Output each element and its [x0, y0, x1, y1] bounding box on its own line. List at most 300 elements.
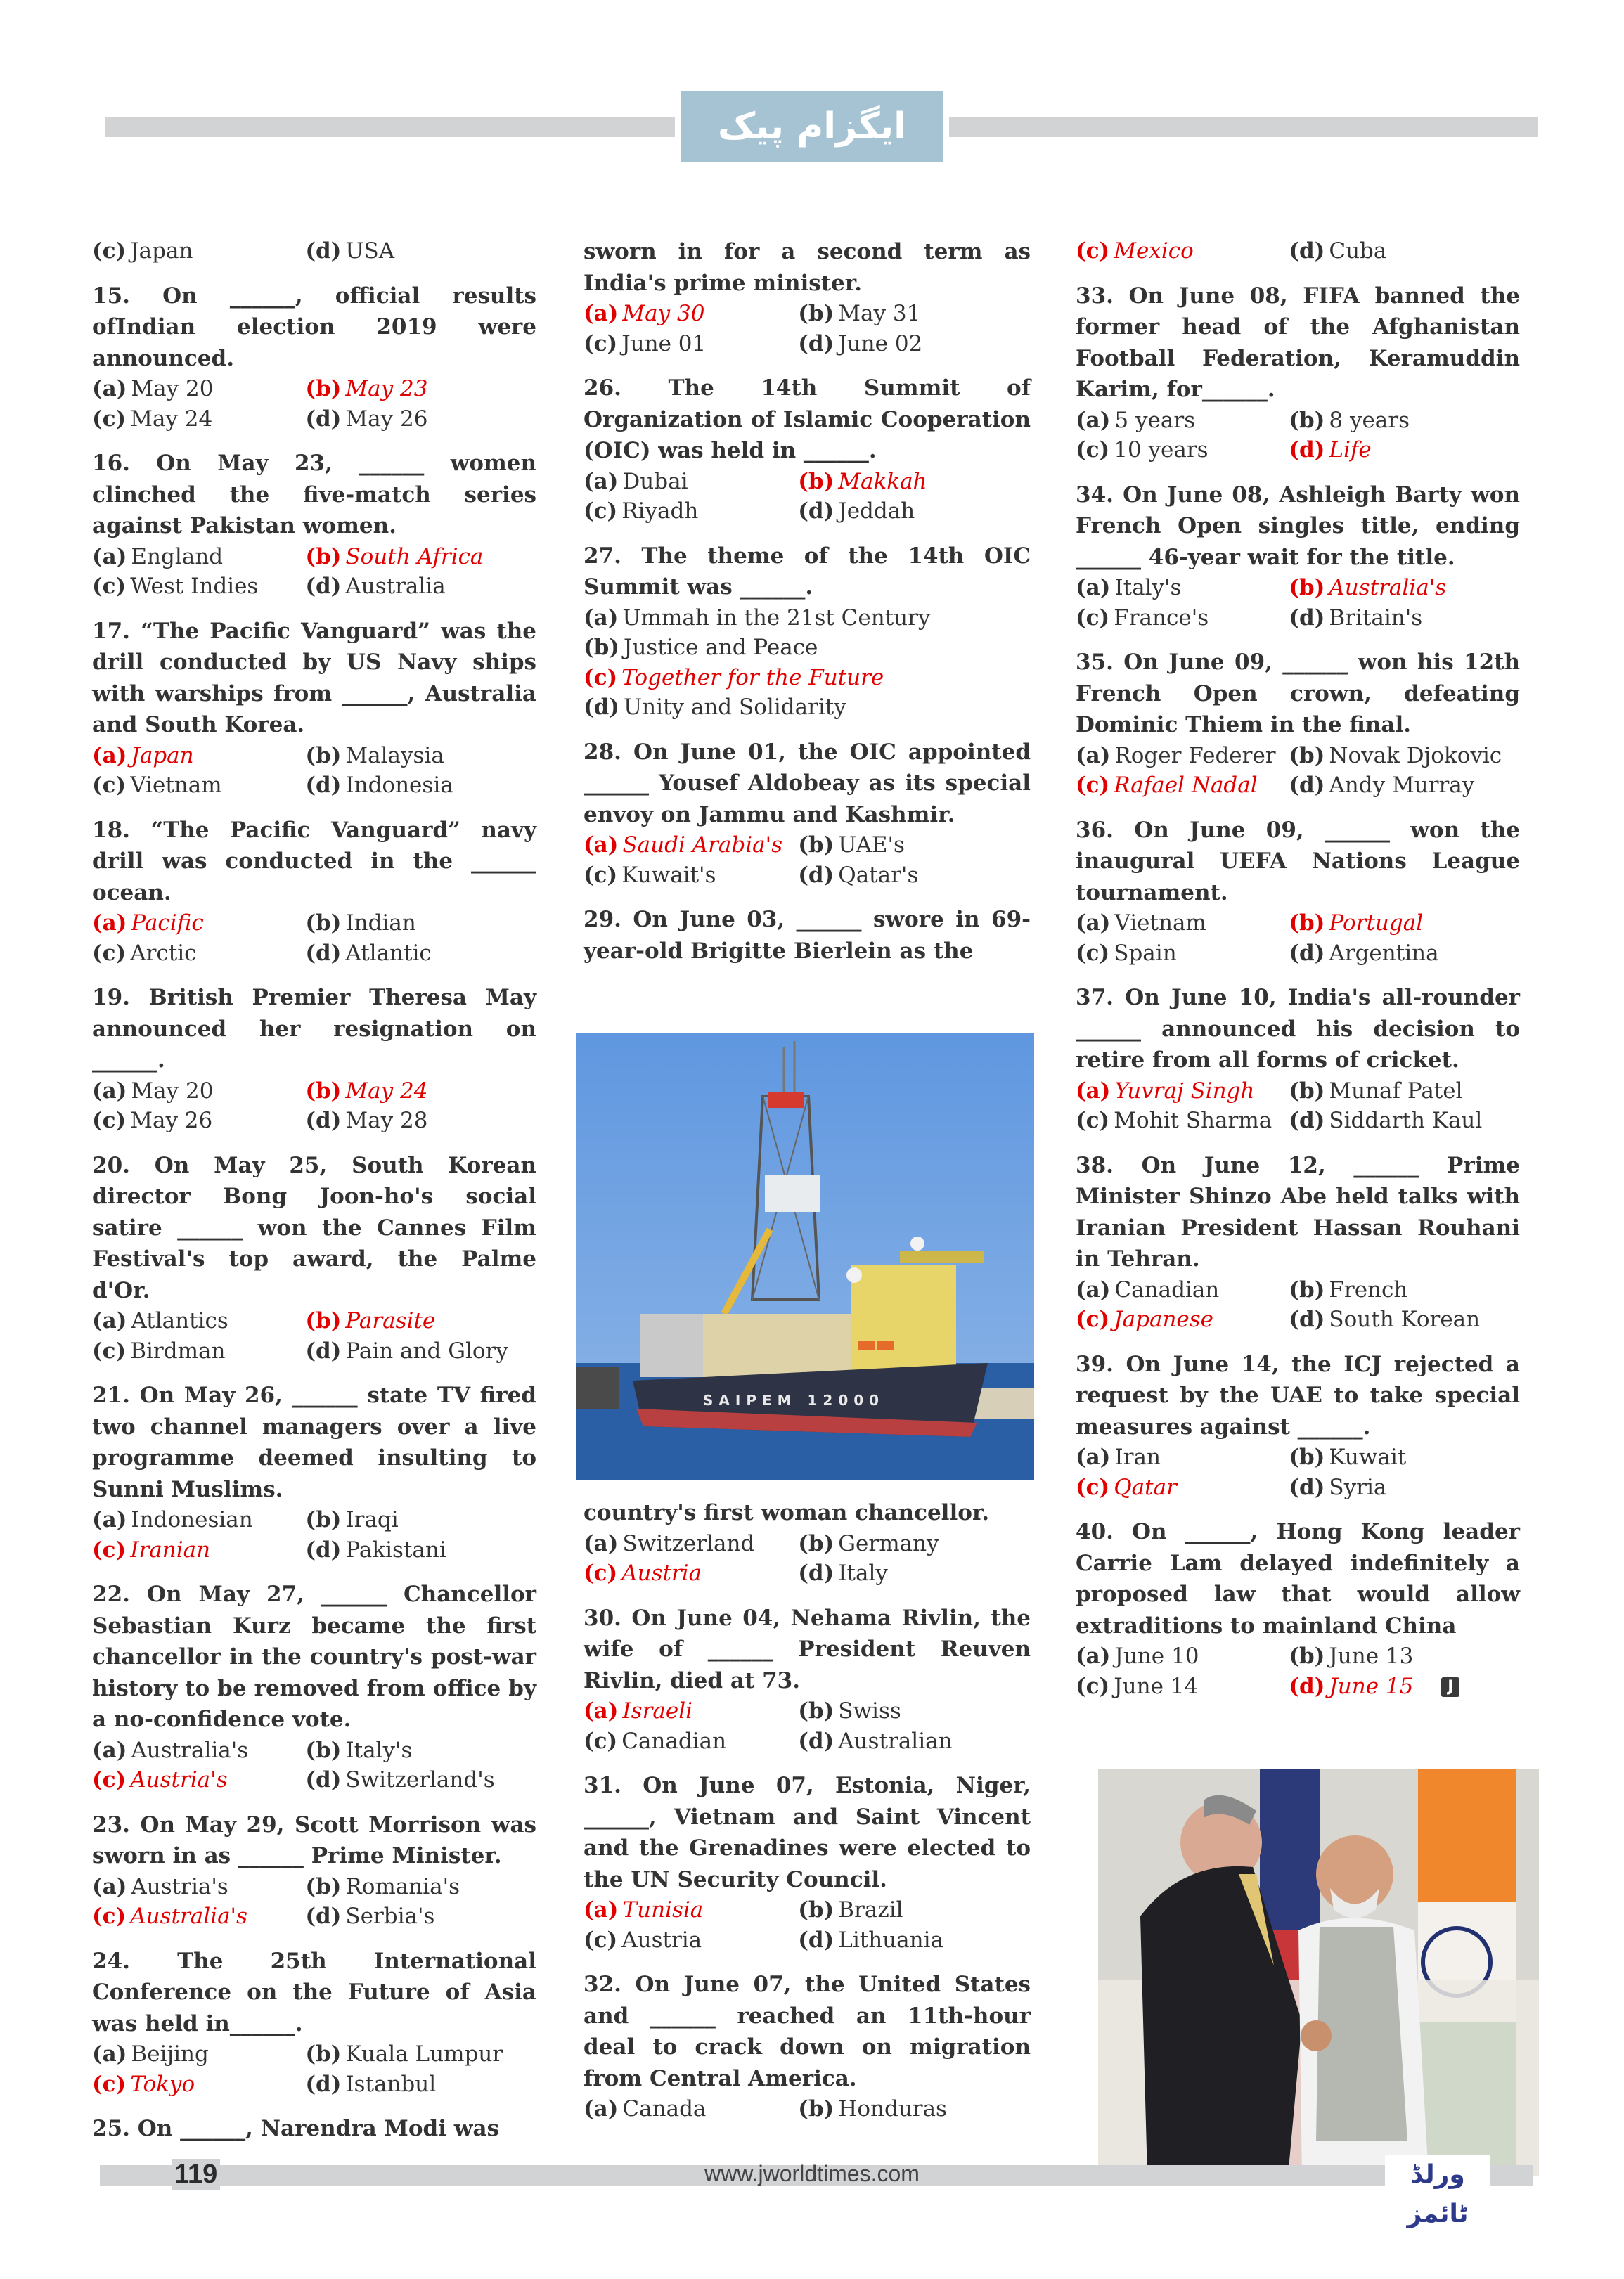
- section-title: ایگزام پیک: [681, 91, 943, 162]
- option-key: (b): [1289, 575, 1325, 600]
- option-key: (a): [92, 1507, 127, 1532]
- question-body: On May 25, South Korean director Bong Joon-ho's social satire ______ won the Cannes Film Festival's top award, the Palme d'Or.: [92, 1152, 537, 1303]
- options-list: [584, 467, 1031, 527]
- question-number: 37.: [1076, 985, 1114, 1010]
- question-block: [92, 616, 536, 801]
- option-value: Mexico: [1114, 238, 1194, 264]
- option-value: UAE's: [838, 832, 905, 858]
- svg-text:SAIPEM 12000: SAIPEM 12000: [703, 1392, 885, 1409]
- option-key: (c): [92, 773, 127, 798]
- options-list: [92, 1505, 536, 1565]
- option-key: (c): [92, 1108, 127, 1133]
- question-body: On May 23, ______ women clinched the five-match series against Pakistan women.: [92, 451, 537, 538]
- question-body: On June 09, ______ won his 12th French Open crown, defeating Dominic Thiem in the final.: [1076, 650, 1520, 737]
- option-key: (a): [584, 468, 619, 494]
- option-value: French: [1329, 1277, 1408, 1303]
- option-value: Italy's: [1114, 575, 1182, 600]
- option-value: Swiss: [838, 1698, 901, 1724]
- options-list: [92, 374, 536, 434]
- option: [305, 1736, 536, 1766]
- question-block: [1076, 982, 1520, 1136]
- question-number: 32.: [584, 1972, 621, 1997]
- option: [305, 2039, 536, 2070]
- options-list: [92, 542, 536, 602]
- question-text: [92, 1946, 536, 2040]
- option-correct: [92, 1765, 305, 1795]
- option-key: (b): [305, 543, 342, 569]
- option-key: (d): [798, 330, 834, 356]
- option: [584, 467, 798, 497]
- option-value: Indian: [345, 910, 416, 936]
- option-value: Birdman: [130, 1338, 226, 1364]
- question-number: 40.: [1076, 1519, 1114, 1544]
- question-block: [584, 1497, 1031, 1589]
- option-key: (b): [305, 1737, 342, 1763]
- option-key: (a): [92, 1873, 127, 1899]
- option: [798, 1696, 1031, 1726]
- question-block: [1076, 479, 1520, 633]
- question-body: country's first woman chancellor.: [584, 1500, 990, 1525]
- option: [92, 938, 305, 969]
- option: [305, 1872, 536, 1902]
- question-number: 27.: [584, 543, 621, 569]
- option-value: Qatar's: [838, 862, 919, 888]
- option-value: Syria: [1329, 1474, 1387, 1500]
- option-value: Austria: [621, 1561, 702, 1586]
- question-text: [584, 1497, 1031, 1529]
- option: [1076, 741, 1289, 771]
- option: [92, 374, 305, 404]
- question-block: [1076, 1150, 1520, 1335]
- option: [1289, 770, 1520, 801]
- options-list: [1076, 908, 1520, 968]
- option-correct: [584, 663, 1031, 693]
- option-correct: [305, 1076, 536, 1106]
- options-list: [1076, 1275, 1520, 1335]
- question-body: On June 14, the ICJ rejected a request by the UAE to take special measures against ______.: [1076, 1351, 1520, 1440]
- option: [305, 236, 536, 266]
- option-value: Pakistani: [345, 1537, 446, 1563]
- options-list: [584, 2094, 1031, 2124]
- option-key: (a): [1076, 1277, 1111, 1303]
- option-key: (c): [584, 664, 618, 690]
- question-body: On ______, Narendra Modi was: [137, 2116, 500, 2141]
- question-text: [92, 616, 536, 741]
- option-key: (b): [798, 1698, 834, 1724]
- option-key: (d): [305, 406, 342, 432]
- question-block: [584, 1603, 1031, 1757]
- option: [1076, 603, 1289, 633]
- question-text: [1076, 479, 1520, 574]
- option-value: Jeddah: [838, 498, 915, 524]
- option: [1289, 1305, 1520, 1335]
- option-value: May 20: [131, 376, 214, 401]
- column-middle-top: [584, 236, 1031, 981]
- option-value: Arctic: [130, 940, 197, 966]
- option: [1076, 1275, 1289, 1305]
- option: [584, 496, 798, 527]
- leaders-photo: [1098, 1769, 1539, 2176]
- option-value: May 26: [345, 406, 428, 432]
- question-block: [92, 2113, 536, 2145]
- option-value: Honduras: [838, 2096, 947, 2122]
- options-list: [92, 741, 536, 801]
- option: [92, 2039, 305, 2070]
- question-body: “The Pacific Vanguard” was the drill conducted by US Navy ships with warships from ______, Australia and South Korea.: [92, 618, 536, 737]
- header-bar-right: [949, 117, 1538, 137]
- option-key: (a): [92, 1737, 127, 1763]
- option-value: Munaf Patel: [1329, 1078, 1463, 1104]
- option-value: Pacific: [131, 910, 204, 936]
- option-key: (a): [1076, 742, 1111, 768]
- option-value: Qatar: [1114, 1474, 1177, 1500]
- option-value: Parasite: [345, 1308, 436, 1334]
- question-number: 30.: [584, 1605, 621, 1631]
- option-correct: [305, 1306, 536, 1336]
- option-key: (c): [92, 238, 127, 264]
- option-correct: [1076, 1305, 1289, 1335]
- question-block: [584, 1969, 1031, 2124]
- option-value: Together for the Future: [621, 664, 884, 690]
- question-block: [92, 982, 536, 1136]
- question-text: [1076, 1349, 1520, 1443]
- option: [584, 633, 1031, 663]
- option-key: (a): [584, 1698, 619, 1724]
- question-block: [584, 1770, 1031, 1955]
- option-value: Tokyo: [130, 2071, 195, 2097]
- option-key: (a): [1076, 910, 1111, 936]
- option-key: (c): [92, 1338, 127, 1364]
- question-text: [584, 904, 1031, 967]
- question-number: 39.: [1076, 1351, 1114, 1377]
- question-number: 31.: [584, 1773, 621, 1798]
- option-value: Roger Federer: [1114, 742, 1276, 768]
- option-correct: [1076, 1076, 1289, 1106]
- option: [1289, 1275, 1520, 1305]
- option-value: Pain and Glory: [345, 1338, 508, 1364]
- question-block: [1076, 815, 1520, 969]
- option: [305, 1902, 536, 1932]
- question-block: [584, 236, 1031, 359]
- option-key: (b): [1289, 1445, 1325, 1470]
- option: [1289, 406, 1520, 436]
- question-number: 36.: [1076, 817, 1114, 843]
- option-correct: [92, 1902, 305, 1932]
- options-list: [92, 908, 536, 968]
- option: [1076, 908, 1289, 938]
- option: [584, 2094, 798, 2124]
- option-value: Canadian: [1114, 1277, 1220, 1303]
- option-key: (d): [1289, 238, 1325, 264]
- option-key: (d): [305, 2071, 342, 2097]
- option-key: (b): [798, 832, 834, 858]
- option: [798, 1558, 1031, 1589]
- option: [1076, 1442, 1289, 1473]
- question-text: [92, 1579, 536, 1736]
- option-value: June 14: [1114, 1673, 1199, 1699]
- question-text: [1076, 1150, 1520, 1275]
- option: [1076, 406, 1289, 436]
- option: [798, 299, 1031, 329]
- option-key: (c): [92, 574, 127, 599]
- option-value: 5 years: [1114, 407, 1196, 433]
- option-value: Riyadh: [621, 498, 699, 524]
- option-value: June 13: [1329, 1644, 1414, 1669]
- question-text: [92, 982, 536, 1076]
- question-block: [92, 280, 536, 434]
- option-key: (c): [584, 1561, 618, 1586]
- option: [305, 1505, 536, 1535]
- option-value: Italy's: [345, 1737, 413, 1763]
- option-value: Iraqi: [345, 1507, 399, 1532]
- question-number: 26.: [584, 375, 621, 401]
- option: [92, 1336, 305, 1367]
- option-value: Makkah: [838, 468, 927, 494]
- option: [92, 1106, 305, 1136]
- option-key: (b): [1289, 1078, 1325, 1104]
- option-key: (d): [584, 695, 620, 720]
- option-key: (b): [798, 301, 834, 326]
- option-key: (b): [305, 1873, 342, 1899]
- option: [798, 1726, 1031, 1757]
- option-value: Brazil: [838, 1897, 903, 1923]
- question-text: [584, 373, 1031, 467]
- option-key: (c): [584, 862, 618, 888]
- option: [798, 830, 1031, 860]
- option: [305, 1336, 536, 1367]
- option: [92, 1736, 305, 1766]
- footer-url[interactable]: www.jworldtimes.com: [704, 2161, 920, 2186]
- option-value: Beijing: [131, 2041, 209, 2067]
- option-key: (b): [305, 910, 342, 936]
- option-key: (a): [92, 742, 127, 768]
- option-value: Kuwait's: [621, 862, 716, 888]
- question-text: [92, 2113, 536, 2145]
- question-body: On June 12, ______ Prime Minister Shinzo Abe held talks with Iranian President Hassan Rouhani in Tehran.: [1076, 1152, 1520, 1272]
- option-correct: [798, 467, 1031, 497]
- question-block: [92, 1946, 536, 2100]
- question-block: [92, 815, 536, 969]
- option-key: (d): [1289, 1474, 1325, 1500]
- question-block: [1076, 280, 1520, 465]
- option-key: (d): [1289, 1307, 1325, 1332]
- option-key: (a): [92, 1308, 127, 1334]
- option: [92, 1872, 305, 1902]
- option: [92, 1505, 305, 1535]
- question-number: 19.: [92, 985, 130, 1010]
- option-value: May 20: [131, 1078, 214, 1104]
- question-number: 35.: [1076, 650, 1114, 675]
- option-key: (b): [1289, 407, 1325, 433]
- option-value: Istanbul: [345, 2071, 437, 2097]
- option-key: (c): [1076, 1673, 1110, 1699]
- option-value: England: [131, 543, 224, 569]
- question-body: “The Pacific Vanguard” navy drill was conducted in the ______ ocean.: [92, 817, 537, 905]
- option-value: Romania's: [345, 1873, 460, 1899]
- options-list: [584, 1895, 1031, 1955]
- option-value: June 10: [1114, 1644, 1199, 1669]
- option-value: Australia: [345, 574, 446, 599]
- option-value: Kuwait: [1329, 1445, 1407, 1470]
- option: [798, 1925, 1031, 1956]
- option-key: (a): [584, 301, 619, 326]
- option-value: Unity and Solidarity: [624, 695, 846, 720]
- option-key: (c): [92, 406, 127, 432]
- question-text: [92, 1809, 536, 1872]
- question-body: On June 08, Ashleigh Barty won French Open singles title, ending ______ 46-year wait for the title.: [1076, 482, 1520, 570]
- header-bar-left: [105, 117, 675, 137]
- option-value: Dubai: [622, 468, 688, 494]
- option-value: May 31: [838, 301, 921, 326]
- option-correct: [1289, 908, 1520, 938]
- question-body: The 25th International Conference on the Future of Asia was held in______.: [92, 1948, 536, 2036]
- option-key: (d): [305, 773, 342, 798]
- option-value: May 24: [130, 406, 213, 432]
- option: [92, 572, 305, 602]
- option-correct: [1289, 435, 1520, 465]
- option-value: Israeli: [622, 1698, 693, 1724]
- option-key: (d): [305, 1338, 342, 1364]
- option: [798, 329, 1031, 359]
- option-correct: [1289, 1672, 1520, 1702]
- option-value: Britain's: [1329, 605, 1423, 631]
- option-key: (b): [584, 635, 620, 660]
- option-correct: [92, 1535, 305, 1565]
- option-key: (c): [1076, 773, 1110, 798]
- option: [1076, 573, 1289, 603]
- option-correct: [92, 741, 305, 771]
- option-key: (d): [1289, 773, 1325, 798]
- option: [305, 770, 536, 801]
- option-key: (b): [305, 1078, 342, 1104]
- page-number: 119: [172, 2159, 220, 2190]
- option-value: Malaysia: [345, 742, 444, 768]
- option: [584, 1925, 798, 1956]
- options-list: [1076, 236, 1520, 266]
- option-key: (d): [1289, 605, 1325, 631]
- option-key: (a): [1076, 575, 1111, 600]
- ship-photo: [576, 1033, 1034, 1480]
- option-key: (b): [798, 2096, 834, 2122]
- option: [584, 1529, 798, 1559]
- question-body: On May 26, ______ state TV fired two channel managers over a live programme deemed insulting to Sunni Muslims.: [92, 1383, 536, 1502]
- option: [305, 1765, 536, 1795]
- question-text: [1076, 280, 1520, 406]
- option-value: Iranian: [130, 1537, 211, 1563]
- option-key: (b): [798, 1530, 834, 1556]
- option-value: Canadian: [621, 1728, 727, 1754]
- option-key: (d): [305, 1904, 342, 1929]
- option-key: (a): [1076, 407, 1111, 433]
- question-text: [584, 1603, 1031, 1697]
- question-text: [92, 448, 536, 542]
- option-key: (b): [1289, 742, 1325, 768]
- option-value: Serbia's: [345, 1904, 435, 1929]
- option-key: (b): [305, 1308, 342, 1334]
- option-value: Atlantics: [131, 1308, 228, 1334]
- option-value: Japanese: [1114, 1307, 1214, 1332]
- option-key: (d): [798, 498, 834, 524]
- option-key: (a): [1076, 1078, 1111, 1104]
- option-value: June 02: [838, 330, 923, 356]
- question-body: On May 29, Scott Morrison was sworn in as ______ Prime Minister.: [92, 1812, 536, 1868]
- options-list: [1076, 1076, 1520, 1136]
- option-value: Portugal: [1329, 910, 1424, 936]
- option-value: May 26: [130, 1108, 213, 1133]
- option-key: (d): [305, 940, 342, 966]
- question-block: [92, 236, 536, 266]
- option: [584, 860, 798, 891]
- option-key: (a): [92, 1078, 127, 1104]
- option-value: Canada: [622, 2096, 707, 2122]
- option-correct: [305, 374, 536, 404]
- option: [584, 692, 1031, 723]
- option: [584, 603, 1031, 633]
- option: [798, 1895, 1031, 1925]
- question-body: British Premier Theresa May announced her resignation on ______.: [92, 985, 536, 1073]
- option: [1289, 1641, 1520, 1672]
- option-correct: [1076, 1473, 1289, 1503]
- question-number: 33.: [1076, 283, 1114, 309]
- option-value: Indonesia: [345, 773, 453, 798]
- options-list: [1076, 1442, 1520, 1502]
- options-list: [1076, 406, 1520, 465]
- option-key: (b): [1289, 1277, 1325, 1303]
- option-correct: [1289, 573, 1520, 603]
- option-value: Indonesian: [131, 1507, 253, 1532]
- option-key: (c): [1076, 605, 1110, 631]
- options-list: [584, 830, 1031, 890]
- question-text: [1076, 647, 1520, 741]
- option-value: Kuala Lumpur: [345, 2041, 503, 2067]
- option: [798, 2094, 1031, 2124]
- option-value: Australia's: [1329, 575, 1447, 600]
- question-body: On June 10, India's all-rounder ______ announced his decision to retire from all forms of cricket.: [1076, 985, 1520, 1073]
- option-value: Rafael Nadal: [1114, 773, 1258, 798]
- option-key: (a): [584, 1530, 619, 1556]
- option: [1289, 1106, 1520, 1136]
- option-value: Switzerland's: [345, 1767, 495, 1793]
- option-value: June 15: [1329, 1673, 1414, 1699]
- question-number: 28.: [584, 739, 621, 765]
- option: [1076, 1641, 1289, 1672]
- option-key: (a): [92, 2041, 127, 2067]
- question-text: [92, 815, 536, 909]
- option-key: (c): [1076, 1474, 1110, 1500]
- option: [92, 404, 305, 434]
- option-value: Atlantic: [345, 940, 432, 966]
- option-value: Vietnam: [1114, 910, 1206, 936]
- option: [1076, 1106, 1289, 1136]
- option-correct: [1076, 236, 1289, 266]
- option-key: (d): [305, 238, 342, 264]
- column-right: [1076, 236, 1520, 1715]
- option-value: May 23: [345, 376, 428, 401]
- option-value: South Africa: [345, 543, 484, 569]
- option-key: (c): [584, 330, 618, 356]
- question-text: [584, 541, 1031, 603]
- option-key: (a): [92, 910, 127, 936]
- question-text: [584, 1969, 1031, 2094]
- option-key: (c): [1076, 437, 1110, 463]
- option-value: 10 years: [1114, 437, 1209, 463]
- question-text: [1076, 815, 1520, 909]
- option: [305, 1106, 536, 1136]
- options-list: [92, 1736, 536, 1795]
- option: [305, 938, 536, 969]
- options-list: [584, 299, 1031, 359]
- question-body: On June 07, Estonia, Niger, ______, Vietnam and Saint Vincent and the Grenadines were elected to the UN Security Council.: [584, 1773, 1031, 1892]
